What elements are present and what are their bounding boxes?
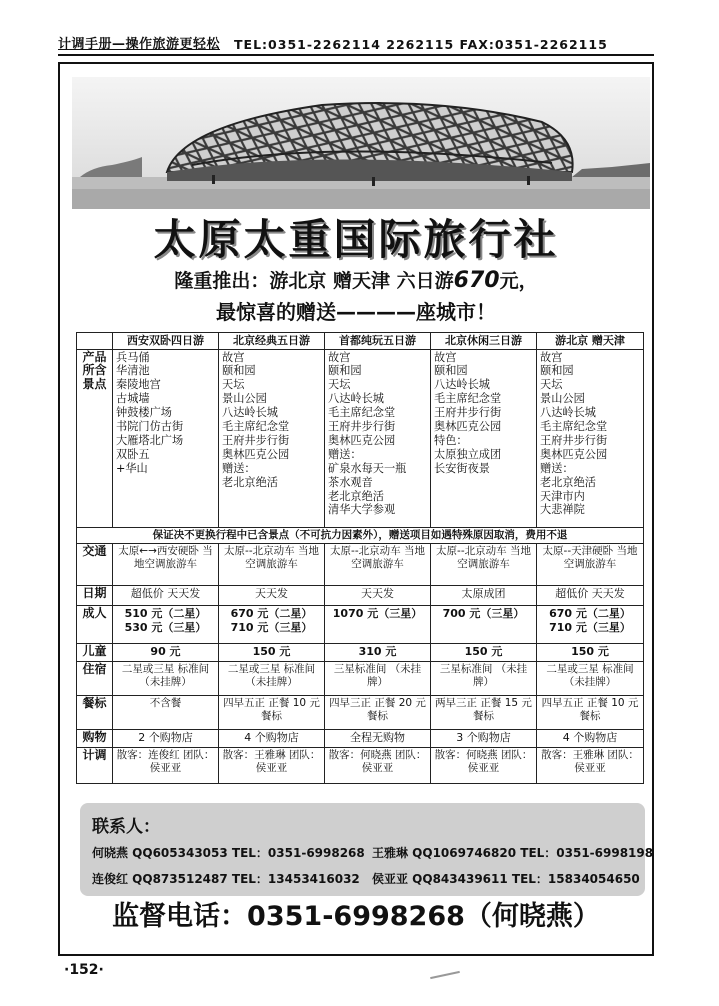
spot-item: 太原独立成团 <box>434 447 502 461</box>
spot-item: 毛主席纪念堂 <box>222 420 290 434</box>
row-label-date: 日期 <box>77 586 113 606</box>
adult-price-cell: 510 元（二星） 530 元（三星） <box>113 606 219 644</box>
adult-price-cell: 700 元（三星） <box>431 606 537 644</box>
row-label-planner: 计调 <box>77 748 113 784</box>
spots-cell <box>325 349 431 527</box>
child-price-cell: 150 元 <box>537 644 644 662</box>
shopping-cell: 4 个购物店 <box>537 730 644 748</box>
spot-item: 王府井步行街 <box>434 406 502 420</box>
tour-column-header: 北京休闲三日游 <box>431 333 537 350</box>
table-row-meals <box>77 696 644 730</box>
tour-column-header: 北京经典五日游 <box>219 333 325 350</box>
meals-cell: 四早五正 正餐 10 元餐标 <box>219 696 325 730</box>
tour-column-header: 游北京 赠天津 <box>537 333 644 350</box>
spot-item: 老北京绝活 <box>328 489 384 503</box>
page-header <box>58 30 654 52</box>
row-label-shopping: 购物 <box>77 730 113 748</box>
table-header-row <box>77 333 644 350</box>
spot-item: 奥林匹克公园 <box>222 447 290 461</box>
date-cell: 超低价 天天发 <box>113 586 219 606</box>
spot-item: 赠送： <box>328 447 362 461</box>
spot-item: 特色： <box>434 433 468 447</box>
meals-cell: 四早三正 正餐 20 元餐标 <box>325 696 431 730</box>
spots-cell <box>219 349 325 527</box>
tour-price-table <box>76 332 644 784</box>
spot-item: 颐和园 <box>540 364 574 378</box>
shopping-cell: 4 个购物店 <box>219 730 325 748</box>
spot-item: 八达岭长城 <box>540 406 596 420</box>
row-label-child: 儿童 <box>77 644 113 662</box>
spot-item: 大雁塔北广场 <box>116 433 184 447</box>
page-number: ·152· <box>64 962 104 978</box>
spot-item: 天坛 <box>540 378 563 392</box>
header-divider <box>58 54 654 56</box>
spot-item: 奥林匹克公园 <box>434 420 502 434</box>
spot-item: 景山公园 <box>222 392 267 406</box>
spot-item: 八达岭长城 <box>222 406 278 420</box>
meals-cell: 不含餐 <box>113 696 219 730</box>
child-price-cell: 150 元 <box>431 644 537 662</box>
meals-cell: 两早三正 正餐 15 元餐标 <box>431 696 537 730</box>
stadium-illustration <box>72 77 650 209</box>
spot-item: 毛主席纪念堂 <box>540 420 608 434</box>
handbook-title: 计调手册—操作旅游更轻松 <box>58 37 221 52</box>
meals-cell: 四早五正 正餐 10 元餐标 <box>537 696 644 730</box>
lodging-cell: 二星或三星 标准间（未挂牌） <box>113 662 219 696</box>
date-cell: 超低价 天天发 <box>537 586 644 606</box>
traffic-cell: 太原--北京动车 当地空调旅游车 <box>219 544 325 586</box>
row-label-part: 景点 <box>82 376 107 391</box>
spots-cell <box>537 349 644 527</box>
tour-column-header: 西安双卧四日游 <box>113 333 219 350</box>
table-row-spots <box>77 349 644 527</box>
contact-line: 何晓燕 QQ605343053 TEL：0351-6998268 <box>92 846 365 860</box>
promo-headline <box>58 268 654 294</box>
traffic-cell: 太原--北京动车 当地空调旅游车 <box>325 544 431 586</box>
spot-item: 颐和园 <box>328 364 362 378</box>
table-row-child <box>77 644 644 662</box>
row-label-adult: 成人 <box>77 606 113 644</box>
traffic-cell: 太原--北京动车 当地空调旅游车 <box>431 544 537 586</box>
date-cell: 天天发 <box>219 586 325 606</box>
row-label-lodging: 住宿 <box>77 662 113 696</box>
lodging-cell: 三星标准间 （未挂牌） <box>325 662 431 696</box>
traffic-cell: 太原←→西安硬卧 当地空调旅游车 <box>113 544 219 586</box>
contact-title: 联系人： <box>92 817 160 837</box>
row-label-part: 产品 <box>82 349 107 364</box>
spot-item: 天坛 <box>328 378 351 392</box>
spot-item: 奥林匹克公园 <box>328 433 396 447</box>
contact-line: 王雅琳 QQ1069746820 TEL：0351-6998198 <box>372 846 654 860</box>
row-label-spots <box>77 349 113 527</box>
shopping-cell: 全程无购物 <box>325 730 431 748</box>
row-label-traffic: 交通 <box>77 544 113 586</box>
spot-item: 茶水观音 <box>328 475 373 489</box>
spot-item: 故宫 <box>328 350 351 364</box>
spot-item: 王府井步行街 <box>328 420 396 434</box>
tour-column-header: 首都纯玩五日游 <box>325 333 431 350</box>
header-contact: TEL:0351-2262114 2262115 FAX:0351-2262115 <box>234 37 608 52</box>
spot-item: 故宫 <box>222 350 245 364</box>
planner-cell: 散客：何晓燕 团队：侯亚亚 <box>325 748 431 784</box>
promo-price: 670 <box>453 268 500 293</box>
spot-item: 长安街夜景 <box>434 461 490 475</box>
table-corner <box>77 333 113 350</box>
table-row-planner <box>77 748 644 784</box>
spot-item: 颐和园 <box>434 364 468 378</box>
child-price-cell: 150 元 <box>219 644 325 662</box>
row-label-part: 所含 <box>82 363 107 377</box>
spot-item: 王府井步行街 <box>222 433 290 447</box>
spot-item: 秦陵地宫 <box>116 378 161 392</box>
table-row-notice <box>77 527 644 544</box>
spot-item: 双卧五 <box>116 447 150 461</box>
spot-item: 华清池 <box>116 364 150 378</box>
lodging-cell: 三星标准间 （未挂牌） <box>431 662 537 696</box>
spot-item: 故宫 <box>540 350 563 364</box>
spot-item: 古城墙 <box>116 392 150 406</box>
adult-price-cell: 670 元（二星） 710 元（三星） <box>537 606 644 644</box>
shopping-cell: 2 个购物店 <box>113 730 219 748</box>
spot-item: 天坛 <box>222 378 245 392</box>
promo-price-unit: 元， <box>499 270 538 292</box>
planner-cell: 散客：何晓燕 团队：侯亚亚 <box>431 748 537 784</box>
date-cell: 天天发 <box>325 586 431 606</box>
spot-item: 大悲禅院 <box>540 503 585 517</box>
row-label-meals: 餐标 <box>77 696 113 730</box>
planner-cell: 散客：连俊红 团队：侯亚亚 <box>113 748 219 784</box>
spot-item: 清华大学参观 <box>328 503 396 517</box>
contact-line: 连俊红 QQ873512487 TEL：13453416032 <box>92 872 360 886</box>
contact-line: 侯亚亚 QQ843439611 TEL：15834054650 <box>372 872 640 886</box>
child-price-cell: 310 元 <box>325 644 431 662</box>
traffic-cell: 太原--天津硬卧 当地空调旅游车 <box>537 544 644 586</box>
child-price-cell: 90 元 <box>113 644 219 662</box>
adult-price-cell: 1070 元（三星） <box>325 606 431 644</box>
spot-item: 矿泉水每天一瓶 <box>328 461 407 475</box>
table-row-shopping <box>77 730 644 748</box>
spot-item: 奥林匹克公园 <box>540 447 608 461</box>
spot-item: 毛主席纪念堂 <box>434 392 502 406</box>
spot-item: 景山公园 <box>540 392 585 406</box>
spot-item: 八达岭长城 <box>328 392 384 406</box>
guarantee-notice: 保证决不更换行程中已含景点（不可抗力因素外），赠送项目如遇特殊原因取消，费用不退 <box>77 527 644 544</box>
spot-item: 书院门仿古街 <box>116 420 184 434</box>
spots-cell <box>431 349 537 527</box>
planner-cell: 散客：王雅琳 团队：侯亚亚 <box>537 748 644 784</box>
spot-item: 兵马俑 <box>116 350 150 364</box>
spot-item: 八达岭长城 <box>434 378 490 392</box>
table-row-traffic <box>77 544 644 586</box>
planner-cell: 散客：王雅琳 团队：侯亚亚 <box>219 748 325 784</box>
spot-item: 钟鼓楼广场 <box>116 406 172 420</box>
spot-item: 毛主席纪念堂 <box>328 406 396 420</box>
agency-name: 太原太重国际旅行社 <box>153 215 559 264</box>
spot-item: 赠送： <box>222 461 256 475</box>
table-row-lodging <box>77 662 644 696</box>
shopping-cell: 3 个购物店 <box>431 730 537 748</box>
spot-item: 故宫 <box>434 350 457 364</box>
table-row-date <box>77 586 644 606</box>
promo-subheadline: 最惊喜的赠送————座城市！ <box>216 300 496 324</box>
date-cell: 太原成团 <box>431 586 537 606</box>
birds-nest-stadium-photo <box>72 77 650 209</box>
table-row-adult <box>77 606 644 644</box>
spot-item: 老北京绝活 <box>540 475 596 489</box>
spot-item: +华山 <box>116 461 148 475</box>
spot-item: 天津市内 <box>540 489 585 503</box>
lodging-cell: 二星或三星 标准间（未挂牌） <box>219 662 325 696</box>
supervision-hotline: 监督电话：0351-6998268（何晓燕） <box>112 901 600 932</box>
lodging-cell: 二星或三星 标准间（未挂牌） <box>537 662 644 696</box>
promo-headline-text: 隆重推出：游北京 赠天津 六日游 <box>174 270 454 292</box>
pen-mark <box>430 971 460 979</box>
adult-price-cell: 670 元（二星） 710 元（三星） <box>219 606 325 644</box>
spot-item: 王府井步行街 <box>540 433 608 447</box>
spot-item: 老北京绝活 <box>222 475 278 489</box>
spot-item: 赠送： <box>540 461 574 475</box>
spot-item: 颐和园 <box>222 364 256 378</box>
spots-cell <box>113 349 219 527</box>
